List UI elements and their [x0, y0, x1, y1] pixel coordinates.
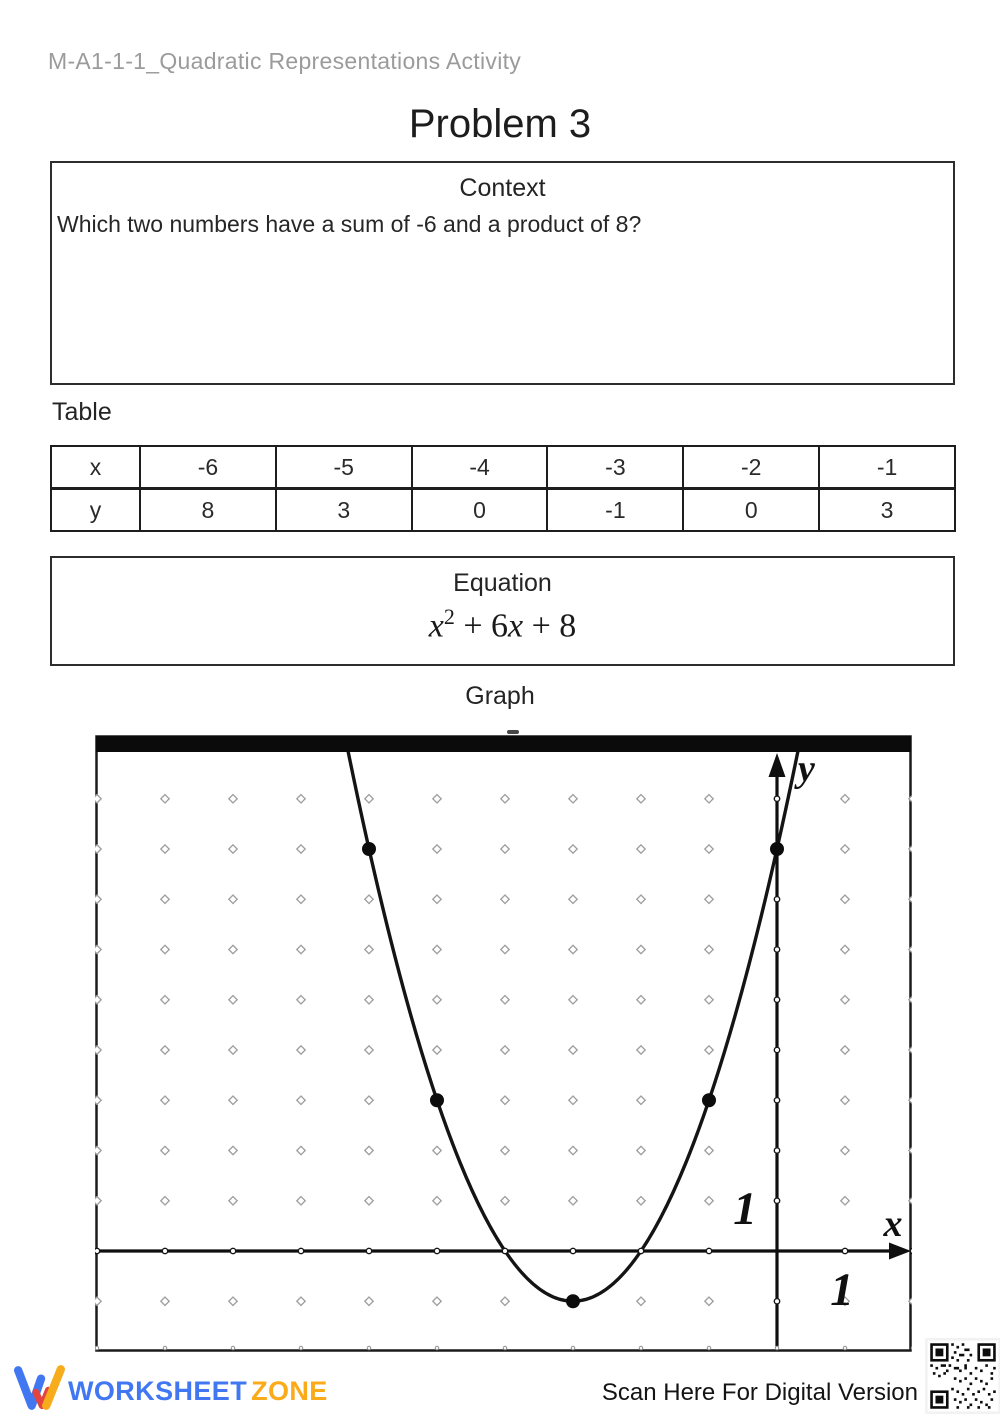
worksheetzone-logo-icon [14, 1364, 66, 1414]
graph-top-bar [96, 736, 911, 752]
context-heading: Context [459, 174, 546, 202]
table-cell: -1 [819, 446, 955, 488]
brand-worksheet: WORKSHEET [68, 1376, 248, 1406]
table-row [51, 489, 955, 531]
quadratic-graph [95, 735, 912, 1352]
document-title-header: M-A1-1-1_Quadratic Representations Activity [48, 48, 522, 74]
context-question: Which two numbers have a sum of -6 and a product of 8? [57, 211, 642, 237]
graph-section-label: Graph [465, 682, 535, 710]
table-cell: 8 [140, 489, 276, 531]
table-cell: -5 [276, 446, 412, 488]
graph-canvas [95, 735, 912, 1352]
table-cell: -6 [140, 446, 276, 488]
graph-border [97, 737, 911, 1351]
table-cell: -2 [683, 446, 819, 488]
qr-code [925, 1338, 1000, 1414]
table-cell: 3 [819, 489, 955, 531]
x-unit-label: 1 [830, 1264, 854, 1316]
y-unit-label: 1 [733, 1183, 757, 1235]
equation-var: x [508, 607, 524, 645]
table-cell: -1 [547, 489, 683, 531]
table-row [51, 446, 955, 488]
brand-zone: ZONE [251, 1376, 328, 1406]
table-cell: -3 [547, 446, 683, 488]
context-box [50, 161, 955, 385]
x-axis-label: x [883, 1203, 903, 1245]
brand-wordmark [68, 1376, 328, 1407]
table-cell: 0 [412, 489, 548, 531]
equation-var: x [428, 607, 444, 645]
table-cell: 0 [683, 489, 819, 531]
row-header-x: x [51, 446, 140, 488]
equation-heading: Equation [453, 569, 552, 597]
table-cell: 3 [276, 489, 412, 531]
table-cell: -4 [412, 446, 548, 488]
equation-expression [52, 604, 953, 645]
table-row-x [50, 445, 956, 489]
row-header-y: y [51, 489, 140, 531]
equation-box [50, 556, 955, 666]
scan-artifact-dash [507, 730, 519, 734]
equation-exponent: 2 [443, 604, 455, 629]
equation-end: + 8 [523, 607, 577, 645]
scan-here-text: Scan Here For Digital Version [601, 1379, 918, 1406]
page-title: Problem 3 [408, 102, 592, 146]
table-row-y [50, 488, 956, 532]
y-axis-label: y [798, 748, 815, 790]
table-section-label: Table [52, 398, 112, 426]
equation-mid: + 6 [454, 607, 508, 645]
